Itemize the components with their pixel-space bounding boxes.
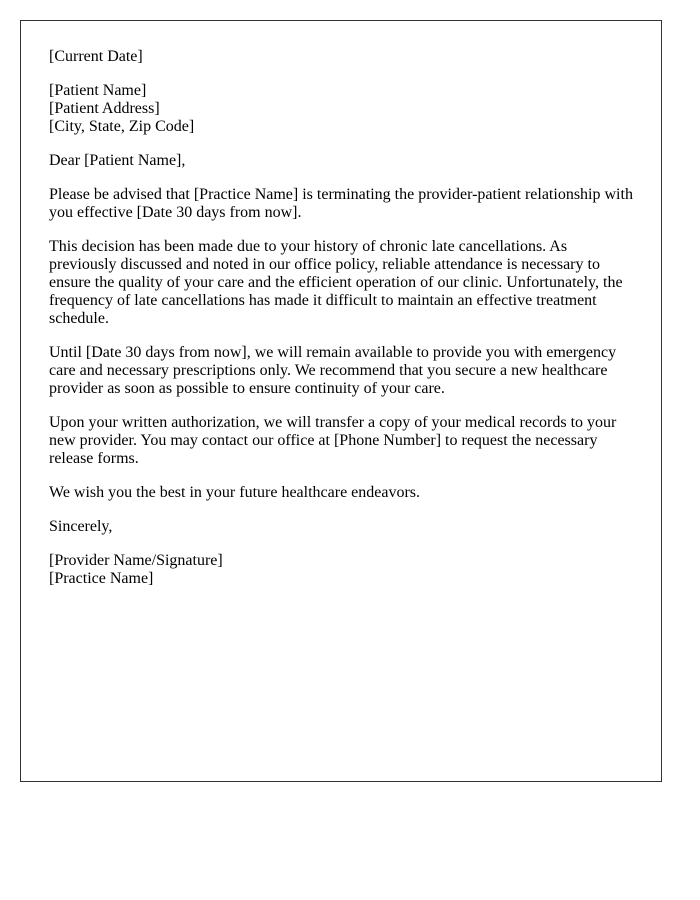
recipient-city: [City, State, Zip Code]	[49, 118, 195, 135]
recipient-name: [Patient Name]	[49, 82, 147, 99]
recipient-address: [Patient Address]	[49, 100, 160, 117]
body-paragraph: We wish you the best in your future healthcare endeavors.	[49, 484, 421, 501]
practice-name: [Practice Name]	[49, 570, 154, 587]
letter-page	[20, 20, 662, 782]
body-paragraph: Until [Date 30 days from now], we will remain available to provide you with emergency care and necessary prescriptions only. We recommend that you secure a new healthcare provider as soon as possible to ensure continuity of your care.	[49, 344, 617, 397]
body-paragraph: Upon your written authorization, we will transfer a copy of your medical records to your new provider. You may contact our office at [Phone Number] to request the necessary release forms.	[49, 414, 617, 467]
body-paragraph: Please be advised that [Practice Name] is terminating the provider-patient relationship with you effective [Date 30 days from now].	[49, 186, 633, 221]
salutation: Dear [Patient Name],	[49, 152, 186, 169]
provider-signature: [Provider Name/Signature]	[49, 552, 223, 569]
recipient-block	[49, 82, 633, 136]
signature-block	[49, 552, 633, 588]
letter-date: [Current Date]	[49, 48, 143, 65]
body-paragraph: This decision has been made due to your history of chronic late cancellations. As previously discussed and noted in our office policy, reliable attendance is necessary to ensure the quality of your care and the efficient operation of our clinic. Unfortunately, the frequency of late cancellations has made it difficult to maintain an effective treatment schedule.	[49, 238, 623, 327]
closing: Sincerely,	[49, 518, 113, 535]
